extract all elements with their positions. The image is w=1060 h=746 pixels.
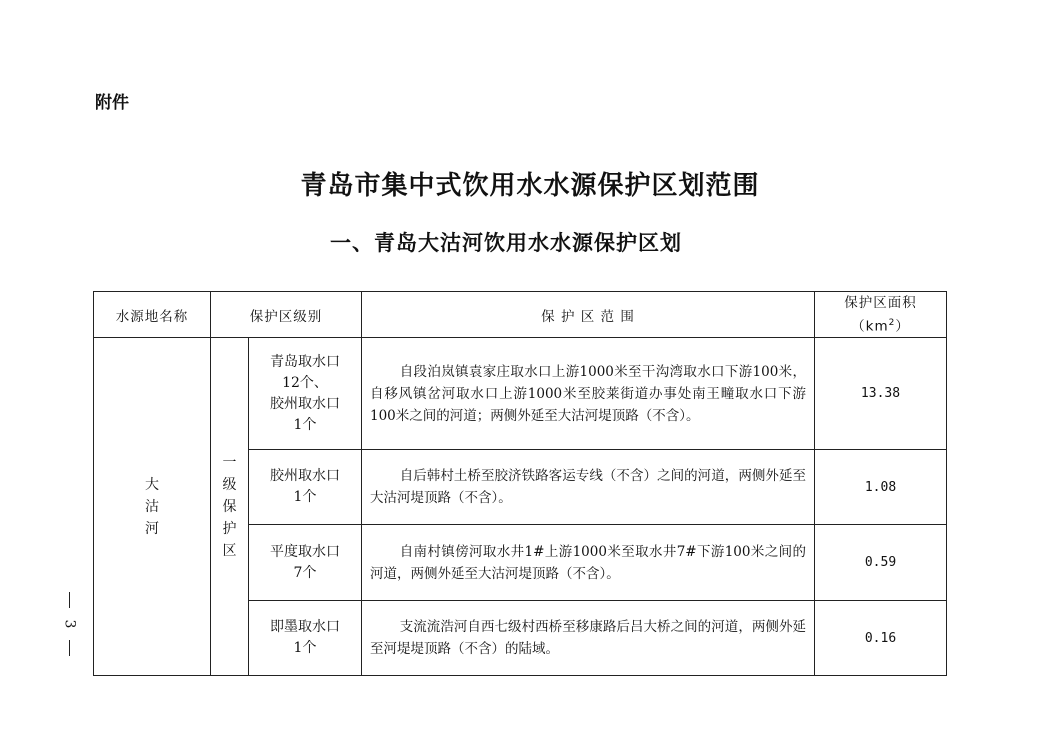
header-scope: 保 护 区 范 围 xyxy=(362,292,815,338)
header-area-label: 保护区面积 xyxy=(844,294,917,311)
area-cell: 1.08 xyxy=(815,450,947,525)
header-source-name: 水源地名称 xyxy=(94,292,211,338)
header-level: 保护区级别 xyxy=(211,292,362,338)
protection-level: 一 级 保 护 区 xyxy=(222,454,237,559)
table-header-row xyxy=(94,292,947,338)
scope-cell: 自段泊岚镇袁家庄取水口上游1000米至干沟湾取水口下游100米，自移风镇岔河取水口上游1000米至胶莱街道办事处南王疃取水口下游100米之间的河道；两侧外延至大沽河堤顶路（不含）。 xyxy=(362,338,815,450)
attachment-label: 附件 xyxy=(95,93,129,113)
intake-cell: 即墨取水口 1个 xyxy=(249,601,362,676)
page-number-value: 3 xyxy=(60,619,77,629)
intake-cell: 胶州取水口 1个 xyxy=(249,450,362,525)
header-area-unit: $(km^2)$ xyxy=(851,317,910,335)
source-name: 大 沽 河 xyxy=(145,476,159,537)
section-subtitle: 一、青岛大沽河饮用水水源保护区划 xyxy=(330,230,682,255)
page-number-dash-top xyxy=(69,592,70,608)
scope-cell: 自南村镇傍河取水井1#上游1000米至取水井7#下游100米之间的河道，两侧外延至大沽河堤顶路（不含）。 xyxy=(362,525,815,601)
table-row xyxy=(94,338,947,450)
scope-cell: 支流流浩河自西七级村西桥至移康路后吕大桥之间的河道，两侧外延至河堤堤顶路（不含）的陆域。 xyxy=(362,601,815,676)
intake-cell: 青岛取水口 12个、 胶州取水口 1个 xyxy=(249,338,362,450)
page-number-dash-bottom xyxy=(69,640,70,656)
intake-cell: 平度取水口 7个 xyxy=(249,525,362,601)
page-number xyxy=(58,592,80,672)
level-cell xyxy=(211,338,249,676)
source-name-cell xyxy=(94,338,211,676)
area-cell: 0.59 xyxy=(815,525,947,601)
header-area xyxy=(815,292,947,338)
protection-zone-table xyxy=(93,291,947,676)
document-title: 青岛市集中式饮用水水源保护区划范围 xyxy=(300,171,760,201)
area-cell: 0.16 xyxy=(815,601,947,676)
area-cell: 13.38 xyxy=(815,338,947,450)
scope-cell: 自后韩村土桥至胶济铁路客运专线（不含）之间的河道，两侧外延至大沽河堤顶路（不含）。 xyxy=(362,450,815,525)
